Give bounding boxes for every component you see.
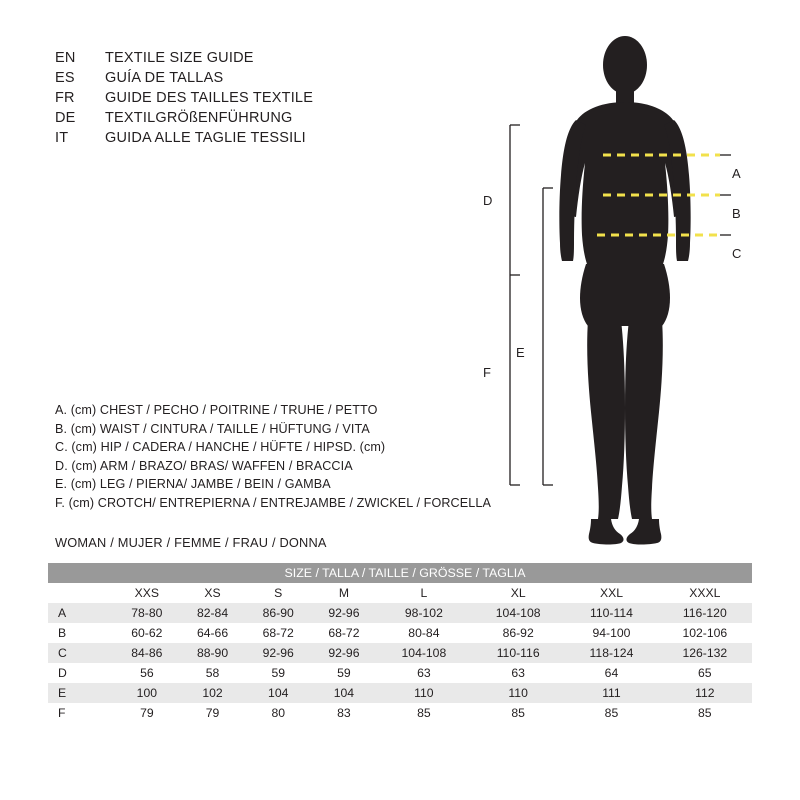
bracket-arm-d bbox=[510, 125, 520, 275]
table-row bbox=[48, 703, 752, 723]
table-cell: 63 bbox=[377, 663, 471, 683]
title-text-es: GUÍA DE TALLAS bbox=[105, 70, 224, 86]
label-a: A bbox=[732, 166, 741, 181]
table-cell: 92-96 bbox=[311, 643, 377, 663]
title-lang-es: ES bbox=[55, 70, 75, 86]
legend-line-e: E. (cm) LEG / PIERNA/ JAMBE / BEIN / GAMBA bbox=[55, 477, 331, 492]
table-cell: 85 bbox=[658, 703, 752, 723]
title-lang-it: IT bbox=[55, 130, 69, 146]
label-d: D bbox=[483, 193, 493, 208]
title-text-it: GUIDA ALLE TAGLIE TESSILI bbox=[105, 130, 306, 146]
female-silhouette-icon bbox=[559, 36, 690, 545]
table-header-cell-xxxl: XXXL bbox=[658, 583, 752, 603]
table-cell: 88-90 bbox=[180, 643, 246, 663]
table-cell: 102-106 bbox=[658, 623, 752, 643]
table-cell: 60-62 bbox=[114, 623, 180, 643]
row-label-c: C bbox=[48, 643, 114, 663]
label-f: F bbox=[483, 365, 491, 380]
table-cell: 65 bbox=[658, 663, 752, 683]
table-cell: 104 bbox=[311, 683, 377, 703]
legend-line-f: F. (cm) CROTCH/ ENTREPIERNA / ENTREJAMBE / ZWICKEL / FORCELLA bbox=[55, 495, 491, 510]
row-label-b: B bbox=[48, 623, 114, 643]
label-e: E bbox=[516, 345, 525, 360]
table-cell: 112 bbox=[658, 683, 752, 703]
table-cell: 79 bbox=[180, 703, 246, 723]
table-header-cell-l: L bbox=[377, 583, 471, 603]
table-cell: 110-114 bbox=[565, 603, 657, 623]
table-cell: 58 bbox=[180, 663, 246, 683]
legend-block bbox=[55, 401, 575, 513]
table-cell: 68-72 bbox=[311, 623, 377, 643]
table-header-cell-xs: XS bbox=[180, 583, 246, 603]
legend-line-b: B. (cm) WAIST / CINTURA / TAILLE / HÜFTUNG / VITA bbox=[55, 421, 370, 436]
table-row bbox=[48, 663, 752, 683]
table-header-cell-s: S bbox=[245, 583, 311, 603]
table-cell: 78-80 bbox=[114, 603, 180, 623]
label-b: B bbox=[732, 206, 741, 221]
table-header-cell-xl: XL bbox=[471, 583, 565, 603]
size-table bbox=[48, 563, 752, 723]
table-cell: 104 bbox=[245, 683, 311, 703]
table-cell: 116-120 bbox=[658, 603, 752, 623]
table-cell: 59 bbox=[311, 663, 377, 683]
table-banner-row bbox=[48, 563, 752, 583]
table-cell: 59 bbox=[245, 663, 311, 683]
table-row bbox=[48, 683, 752, 703]
table-cell: 86-90 bbox=[245, 603, 311, 623]
title-lang-fr: FR bbox=[55, 90, 75, 106]
table-cell: 92-96 bbox=[311, 603, 377, 623]
title-lang-de: DE bbox=[55, 110, 76, 126]
table-header-cell bbox=[48, 583, 114, 603]
table-cell: 100 bbox=[114, 683, 180, 703]
table-cell: 64-66 bbox=[180, 623, 246, 643]
row-label-a: A bbox=[48, 603, 114, 623]
title-lang-en: EN bbox=[55, 50, 76, 66]
table-cell: 80 bbox=[245, 703, 311, 723]
table-cell: 126-132 bbox=[658, 643, 752, 663]
table-cell: 110 bbox=[377, 683, 471, 703]
title-row bbox=[55, 130, 475, 150]
legend-line-c: C. (cm) HIP / CADERA / HANCHE / HÜFTE / HIPSD. (cm) bbox=[55, 440, 386, 455]
table-row bbox=[48, 603, 752, 623]
label-c: C bbox=[732, 246, 742, 261]
table-cell: 92-96 bbox=[245, 643, 311, 663]
table-row bbox=[48, 623, 752, 643]
table-cell: 84-86 bbox=[114, 643, 180, 663]
title-block bbox=[55, 50, 475, 150]
table-cell: 102 bbox=[180, 683, 246, 703]
table-cell: 111 bbox=[565, 683, 657, 703]
table-row bbox=[48, 643, 752, 663]
title-row bbox=[55, 110, 475, 130]
table-header-cell-xxl: XXL bbox=[565, 583, 657, 603]
table-cell: 68-72 bbox=[245, 623, 311, 643]
table-header-row bbox=[48, 583, 752, 603]
legend-line-d: D. (cm) ARM / BRAZO/ BRAS/ WAFFEN / BRACCIA bbox=[55, 458, 353, 473]
table-cell: 110-116 bbox=[471, 643, 565, 663]
table-cell: 79 bbox=[114, 703, 180, 723]
table-cell: 118-124 bbox=[565, 643, 657, 663]
row-label-e: E bbox=[48, 683, 114, 703]
title-text-de: TEXTILGRÖßENFÜHRUNG bbox=[105, 110, 293, 126]
title-row bbox=[55, 70, 475, 90]
legend-line-a: A. (cm) CHEST / PECHO / POITRINE / TRUHE / PETTO bbox=[55, 403, 378, 417]
table-cell: 104-108 bbox=[471, 603, 565, 623]
table-cell: 56 bbox=[114, 663, 180, 683]
table-cell: 64 bbox=[565, 663, 657, 683]
table-cell: 86-92 bbox=[471, 623, 565, 643]
table-cell: 85 bbox=[565, 703, 657, 723]
table-cell: 83 bbox=[311, 703, 377, 723]
table-cell: 82-84 bbox=[180, 603, 246, 623]
table-cell: 85 bbox=[471, 703, 565, 723]
title-row bbox=[55, 90, 475, 110]
gender-label: WOMAN / MUJER / FEMME / FRAU / DONNA bbox=[55, 535, 327, 550]
table-banner-label: SIZE / TALLA / TAILLE / GRÖSSE / TAGLIA bbox=[48, 563, 752, 583]
table-cell: 98-102 bbox=[377, 603, 471, 623]
table-cell: 63 bbox=[471, 663, 565, 683]
table-cell: 80-84 bbox=[377, 623, 471, 643]
row-label-f: F bbox=[48, 703, 114, 723]
table-header-cell-xxs: XXS bbox=[114, 583, 180, 603]
title-text-en: TEXTILE SIZE GUIDE bbox=[105, 50, 254, 66]
title-row bbox=[55, 50, 475, 70]
table-header-cell-m: M bbox=[311, 583, 377, 603]
table-cell: 110 bbox=[471, 683, 565, 703]
title-text-fr: GUIDE DES TAILLES TEXTILE bbox=[105, 90, 314, 106]
row-label-d: D bbox=[48, 663, 114, 683]
table-cell: 104-108 bbox=[377, 643, 471, 663]
table-cell: 94-100 bbox=[565, 623, 657, 643]
table-cell: 85 bbox=[377, 703, 471, 723]
